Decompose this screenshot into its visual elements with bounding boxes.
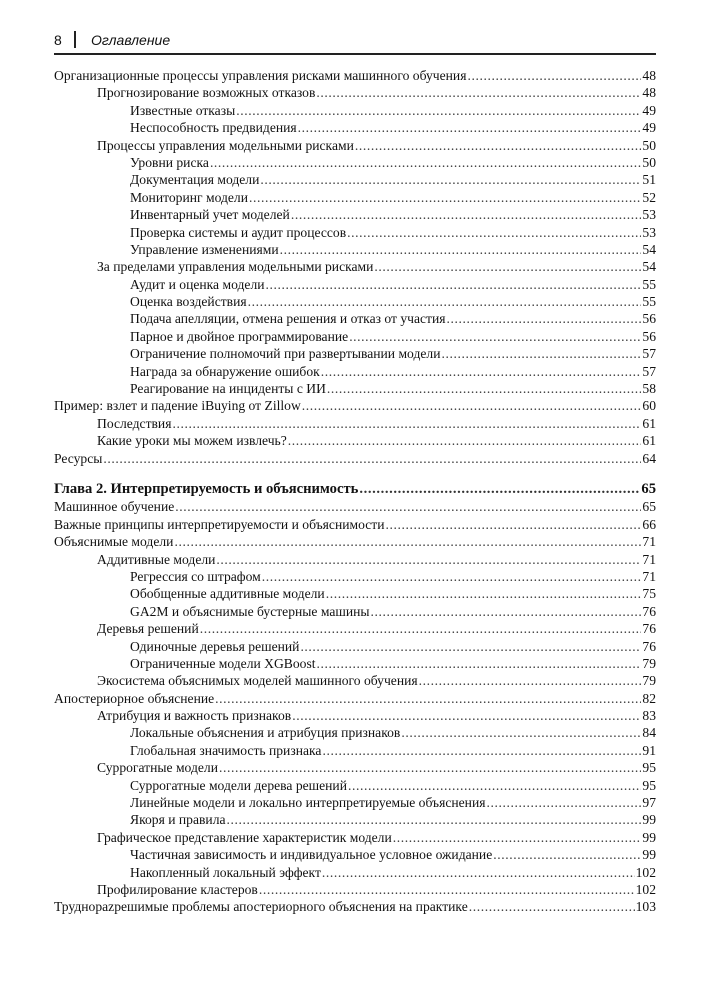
toc-entry-page: 103 xyxy=(635,899,656,915)
toc-entry[interactable] xyxy=(54,898,656,915)
dot-leader xyxy=(347,224,641,241)
dot-leader xyxy=(348,777,641,794)
toc-entry[interactable] xyxy=(54,516,656,533)
page-number: 8 xyxy=(54,32,62,48)
toc-entry[interactable] xyxy=(54,102,656,119)
toc-entry-title: Документация модели xyxy=(130,172,260,188)
toc-entry[interactable] xyxy=(54,829,656,846)
dot-leader xyxy=(215,690,641,707)
toc-entry-page: 76 xyxy=(642,603,656,619)
toc-entry-title: Графическое представление характеристик модели xyxy=(97,829,392,845)
dot-leader xyxy=(292,707,641,724)
toc-entry[interactable] xyxy=(54,881,656,898)
toc-entry[interactable] xyxy=(54,276,656,293)
section-gap xyxy=(54,467,656,481)
toc-entry-page: 51 xyxy=(642,172,656,188)
toc-entry-page: 99 xyxy=(642,812,656,828)
toc-entry[interactable] xyxy=(54,533,656,550)
dot-leader xyxy=(219,759,641,776)
toc-entry[interactable] xyxy=(54,551,656,568)
toc-entry[interactable] xyxy=(54,206,656,223)
dot-leader xyxy=(103,450,641,467)
toc-entry-page: 66 xyxy=(642,516,656,532)
toc-entry-page: 99 xyxy=(642,847,656,863)
toc-entry-title: Атрибуция и важность признаков xyxy=(97,708,292,724)
toc-entry-title: Суррогатные модели дерева решений xyxy=(130,777,347,793)
toc-entry-title: Одиночные деревья решений xyxy=(130,638,300,654)
dot-leader xyxy=(280,241,642,258)
toc-entry-page: 57 xyxy=(642,363,656,379)
toc-entry[interactable] xyxy=(54,638,656,655)
toc-entry-title: Частичная зависимость и индивидуальное условное ожидание xyxy=(130,847,493,863)
toc-entry-page: 102 xyxy=(635,881,656,897)
toc-entry-title: Проверка системы и аудит процессов xyxy=(130,224,347,240)
toc-section-chapter-2 xyxy=(54,498,656,915)
dot-leader xyxy=(327,380,642,397)
header-divider xyxy=(74,31,76,48)
dot-leader xyxy=(467,67,641,84)
dot-leader xyxy=(172,415,641,432)
toc-entry-page: 57 xyxy=(642,346,656,362)
toc-entry-title: Подача апелляции, отмена решения и отказ от участия xyxy=(130,311,446,327)
toc-entry-page: 76 xyxy=(642,621,656,637)
toc-entry-title: Якоря и правила xyxy=(130,812,226,828)
toc-entry[interactable] xyxy=(54,794,656,811)
dot-leader xyxy=(210,154,641,171)
dot-leader xyxy=(236,102,641,119)
toc-entry-page: 55 xyxy=(642,294,656,310)
dot-leader xyxy=(302,397,642,414)
toc-entry-title: Награда за обнаружение ошибок xyxy=(130,363,320,379)
toc-entry-title: Аддитивные модели xyxy=(97,551,216,567)
toc-entry[interactable] xyxy=(54,189,656,206)
toc-entry[interactable] xyxy=(54,397,656,414)
dot-leader xyxy=(248,293,642,310)
dot-leader xyxy=(469,898,635,915)
dot-leader xyxy=(266,276,642,293)
toc-entry-page: 65 xyxy=(642,499,656,515)
toc-entry[interactable] xyxy=(54,742,656,759)
dot-leader xyxy=(486,794,641,811)
dot-leader xyxy=(493,846,641,863)
toc-entry-title: Труднорazрешимые проблемы апостериорного объяснения на практике xyxy=(54,899,468,915)
toc-entry[interactable] xyxy=(54,777,656,794)
toc-entry-page: 99 xyxy=(642,829,656,845)
page-header xyxy=(54,31,656,55)
toc-entry-page: 56 xyxy=(642,328,656,344)
toc-entry[interactable] xyxy=(54,293,656,310)
toc-entry-page: 53 xyxy=(642,224,656,240)
toc-entry-title: Процессы управления модельными рисками xyxy=(97,137,354,153)
chapter-title: Глава 2. Интерпретируемость и объяснимость xyxy=(54,480,359,497)
toc-entry-page: 79 xyxy=(642,673,656,689)
dot-leader xyxy=(447,310,642,327)
dot-leader xyxy=(259,881,635,898)
toc-entry[interactable] xyxy=(54,603,656,620)
toc-entry-page: 54 xyxy=(642,241,656,257)
toc-entry-page: 91 xyxy=(642,742,656,758)
dot-leader xyxy=(227,811,642,828)
toc-entry[interactable] xyxy=(54,846,656,863)
dot-leader xyxy=(317,655,642,672)
toc-entry-page: 71 xyxy=(642,534,656,550)
toc-entry-title: Важные принципы интерпретируемости и объяснимости xyxy=(54,516,385,532)
toc-entry[interactable] xyxy=(54,432,656,449)
dot-leader xyxy=(174,533,641,550)
toc-entry-page: 56 xyxy=(642,311,656,327)
toc-entry-title: Накопленный локальный эффект xyxy=(130,864,321,880)
toc-entry[interactable] xyxy=(54,345,656,362)
toc-entry[interactable] xyxy=(54,154,656,171)
dot-leader xyxy=(322,742,641,759)
toc-entry[interactable] xyxy=(54,84,656,101)
toc-entry[interactable] xyxy=(54,119,656,136)
toc-entry-title: Суррогатные модели xyxy=(97,760,218,776)
toc-entry[interactable] xyxy=(54,811,656,828)
toc-entry-title: Ограниченные модели XGBoost xyxy=(130,655,316,671)
toc-entry-title: Последствия xyxy=(97,415,172,431)
toc-entry-page: 71 xyxy=(642,551,656,567)
toc-entry-title: Инвентарный учет моделей xyxy=(130,207,290,223)
toc-entry-page: 95 xyxy=(642,777,656,793)
toc-entry[interactable] xyxy=(54,450,656,467)
toc-entry[interactable] xyxy=(54,672,656,689)
dot-leader xyxy=(322,864,635,881)
toc-entry-page: 61 xyxy=(642,433,656,449)
dot-leader xyxy=(359,481,640,498)
toc-entry-title: Глобальная значимость признака xyxy=(130,742,322,758)
dot-leader xyxy=(441,345,641,362)
toc-entry-title: Экосистема объяснимых моделей машинного обучения xyxy=(97,673,418,689)
toc-entry-title: Регрессия со штрафом xyxy=(130,568,261,584)
toc-entry-title: Уровни риска xyxy=(130,154,209,170)
table-of-contents xyxy=(54,67,656,916)
toc-entry[interactable] xyxy=(54,759,656,776)
toc-entry[interactable] xyxy=(54,707,656,724)
toc-entry-page: 52 xyxy=(642,189,656,205)
toc-entry-title: Ограничение полномочий при развертывании модели xyxy=(130,346,441,362)
dot-leader xyxy=(260,171,641,188)
toc-entry-page: 95 xyxy=(642,760,656,776)
toc-entry[interactable] xyxy=(54,690,656,707)
dot-leader xyxy=(300,638,641,655)
toc-entry-title: Пример: взлет и падение iBuying от Zillow xyxy=(54,398,301,414)
chapter-page: 65 xyxy=(641,480,656,497)
toc-entry-page: 79 xyxy=(642,655,656,671)
toc-entry-page: 61 xyxy=(642,415,656,431)
running-title: Оглавление xyxy=(91,32,171,48)
toc-entry-title: Ресурсы xyxy=(54,450,103,466)
toc-entry-page: 48 xyxy=(642,68,656,83)
dot-leader xyxy=(349,328,641,345)
toc-entry-title: Реагирование на инциденты с ИИ xyxy=(130,381,326,397)
toc-entry-title: Оценка воздействия xyxy=(130,294,247,310)
toc-entry[interactable] xyxy=(54,568,656,585)
toc-entry-page: 71 xyxy=(642,568,656,584)
dot-leader xyxy=(355,137,642,154)
toc-chapter-heading[interactable] xyxy=(54,481,656,498)
toc-entry-title: Прогнозирование возможных отказов xyxy=(97,85,316,101)
toc-entry-page: 58 xyxy=(642,381,656,397)
toc-entry-title: Обобщенные аддитивные модели xyxy=(130,586,325,602)
dot-leader xyxy=(216,551,641,568)
toc-entry[interactable] xyxy=(54,310,656,327)
dot-leader xyxy=(386,516,642,533)
toc-entry[interactable] xyxy=(54,241,656,258)
toc-entry[interactable] xyxy=(54,137,656,154)
toc-entry-page: 97 xyxy=(642,795,656,811)
toc-entry[interactable] xyxy=(54,224,656,241)
toc-entry-page: 60 xyxy=(642,398,656,414)
toc-entry[interactable] xyxy=(54,67,656,84)
dot-leader xyxy=(298,119,642,136)
toc-entry-title: Парное и двойное программирование xyxy=(130,328,349,344)
toc-entry-title: Локальные объяснения и атрибуция признаков xyxy=(130,725,401,741)
toc-entry[interactable] xyxy=(54,415,656,432)
toc-entry-page: 84 xyxy=(642,725,656,741)
toc-entry-page: 50 xyxy=(642,154,656,170)
toc-entry[interactable] xyxy=(54,171,656,188)
toc-entry-title: Деревья решений xyxy=(97,621,199,637)
dot-leader xyxy=(326,585,642,602)
toc-entry-title: Мониторинг модели xyxy=(130,189,248,205)
dot-leader xyxy=(393,829,642,846)
toc-entry-title: За пределами управления модельными рисками xyxy=(97,259,374,275)
toc-entry-page: 54 xyxy=(642,259,656,275)
toc-entry-title: Управление изменениями xyxy=(130,241,279,257)
toc-entry[interactable] xyxy=(54,864,656,881)
dot-leader xyxy=(262,568,642,585)
dot-leader xyxy=(291,206,642,223)
toc-entry-page: 102 xyxy=(635,864,656,880)
toc-entry[interactable] xyxy=(54,363,656,380)
dot-leader xyxy=(249,189,641,206)
toc-entry[interactable] xyxy=(54,380,656,397)
toc-entry-title: Аудит и оценка модели xyxy=(130,276,265,292)
dot-leader xyxy=(288,432,642,449)
toc-entry[interactable] xyxy=(54,498,656,515)
toc-entry-page: 53 xyxy=(642,207,656,223)
dot-leader xyxy=(371,603,642,620)
toc-entry[interactable] xyxy=(54,585,656,602)
toc-entry-page: 49 xyxy=(642,120,656,136)
dot-leader xyxy=(175,498,641,515)
toc-entry-page: 83 xyxy=(642,708,656,724)
toc-entry-title: GA2M и объяснимые бустерные машины xyxy=(130,603,370,619)
dot-leader xyxy=(316,84,641,101)
toc-entry[interactable] xyxy=(54,258,656,275)
dot-leader xyxy=(321,363,642,380)
toc-entry[interactable] xyxy=(54,328,656,345)
toc-entry-title: Профилирование кластеров xyxy=(97,881,258,897)
toc-entry-page: 48 xyxy=(642,85,656,101)
toc-entry[interactable] xyxy=(54,620,656,637)
toc-entry-page: 55 xyxy=(642,276,656,292)
toc-entry-title: Машинное обучение xyxy=(54,499,175,515)
dot-leader xyxy=(419,672,642,689)
toc-section-chapter-1 xyxy=(54,67,656,467)
toc-entry-title: Какие уроки мы можем извлечь? xyxy=(97,433,287,449)
toc-entry[interactable] xyxy=(54,724,656,741)
toc-entry-page: 76 xyxy=(642,638,656,654)
toc-entry[interactable] xyxy=(54,655,656,672)
toc-entry-page: 75 xyxy=(642,586,656,602)
toc-entry-title: Объяснимые модели xyxy=(54,534,174,550)
toc-entry-title: Организационные процессы управления рисками машинного обучения xyxy=(54,68,467,83)
toc-entry-title: Линейные модели и локально интерпретируемые объяснения xyxy=(130,795,486,811)
toc-entry-page: 49 xyxy=(642,102,656,118)
toc-entry-page: 64 xyxy=(642,450,656,466)
dot-leader xyxy=(401,724,641,741)
toc-entry-page: 50 xyxy=(642,137,656,153)
dot-leader xyxy=(200,620,642,637)
toc-entry-title: Апостериорное объяснение xyxy=(54,690,215,706)
toc-entry-page: 82 xyxy=(642,690,656,706)
toc-entry-title: Известные отказы xyxy=(130,102,236,118)
toc-entry-title: Неспособность предвидения xyxy=(130,120,297,136)
dot-leader xyxy=(374,258,641,275)
